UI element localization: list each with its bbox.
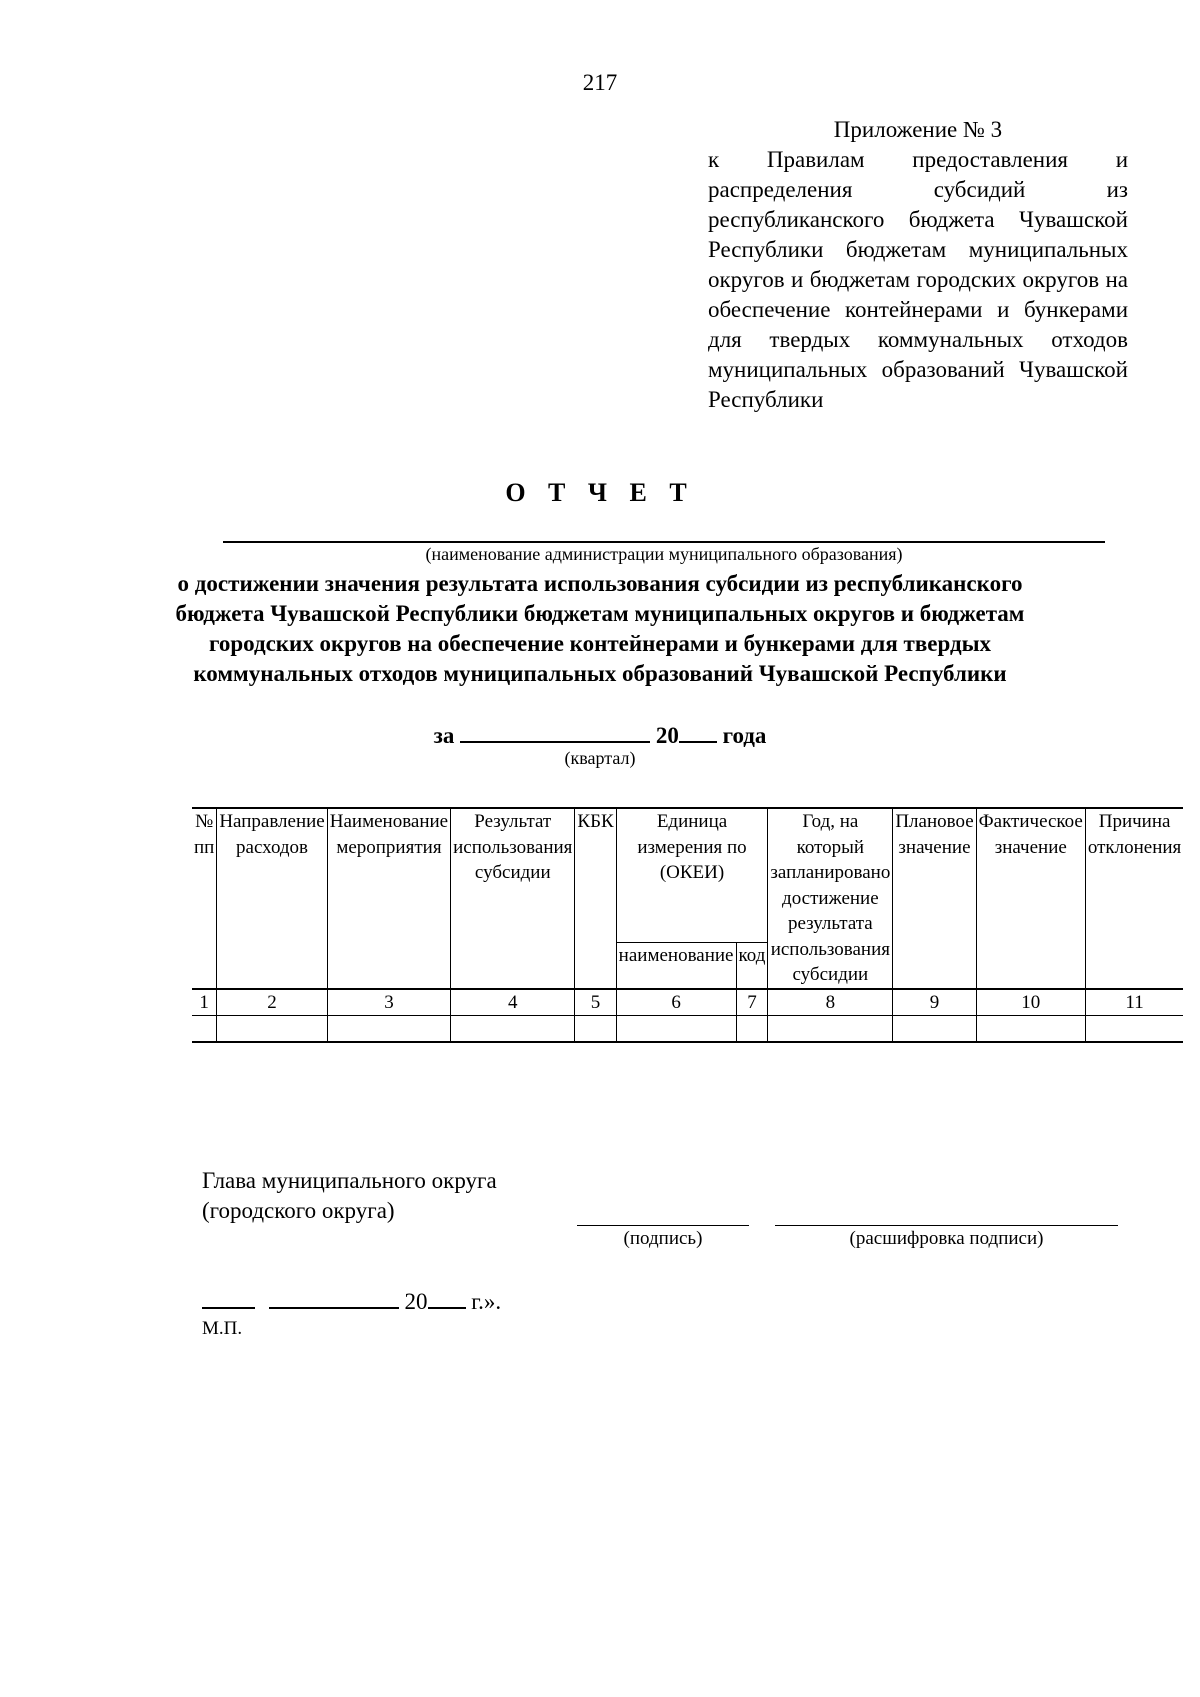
column-number: 5: [575, 989, 616, 1016]
period-year: 20: [655, 723, 679, 748]
appendix-block: [708, 115, 1128, 415]
header-year: Год, на который запланировано достижение результата использования субсидии: [768, 808, 893, 989]
header-event: Наименование мероприятия: [327, 808, 450, 989]
table-cell: [893, 1015, 976, 1042]
header-planned: Плановое значение: [893, 808, 976, 989]
column-number: 7: [736, 989, 768, 1016]
signatory-title: [202, 1166, 497, 1226]
column-number: 8: [768, 989, 893, 1016]
header-kbk: КБК: [575, 808, 616, 989]
column-number: 11: [1085, 989, 1183, 1016]
admin-name-line: [223, 541, 1105, 543]
column-number: 6: [616, 989, 736, 1016]
table-cell: [736, 1015, 768, 1042]
date-suffix: г.».: [471, 1289, 502, 1314]
appendix-text: к Правилам предоставления и распределения субсидий из республиканского бюджета Чувашской Республики бюджетам муниципальных округов и бюджетам городских округов на обеспечение контейнерами и бункерами для твердых коммунальных отходов муниципальных образований Чувашской Республики: [708, 147, 1128, 412]
signature-decode-caption: (расшифровка подписи): [849, 1228, 1044, 1249]
date-year: 20: [404, 1289, 428, 1314]
column-number: 3: [327, 989, 450, 1016]
table-cell: [976, 1015, 1085, 1042]
quarter-caption: (квартал): [564, 748, 636, 768]
admin-name-caption: (наименование администрации муниципального образования): [425, 544, 903, 564]
month-blank: [269, 1285, 399, 1309]
header-reason: Причина отклонения: [1085, 808, 1183, 989]
report-subject: о достижении значения результата использования субсидии из республиканского бюджета Чувашской Республики бюджетам муниципальных округов и бюджетам городских округов на обеспечение контейнерами и бункерами для твердых коммунальных отходов муниципальных образований Чувашской Республики: [175, 571, 1025, 686]
table-cell: [1085, 1015, 1183, 1042]
table-cell: [192, 1015, 217, 1042]
appendix-title: Приложение № 3: [833, 117, 1003, 142]
stamp-place: М.П.: [202, 1318, 243, 1339]
column-number: 1: [192, 989, 217, 1016]
table-cell: [768, 1015, 893, 1042]
header-unit-group: Единица измерения по (ОКЕИ): [616, 808, 768, 942]
column-number-row: [192, 989, 1183, 1016]
table-cell: [217, 1015, 327, 1042]
table-cell: [616, 1015, 736, 1042]
header-direction: Направление расходов: [217, 808, 327, 989]
report-table: [192, 807, 1183, 1043]
report-title: О Т Ч Е Т: [505, 478, 695, 507]
period-prefix: за: [433, 723, 455, 748]
table-cell: [575, 1015, 616, 1042]
table-cell: [327, 1015, 450, 1042]
signatory-title-line2: (городского округа): [202, 1198, 395, 1223]
header-unit-code: код: [736, 942, 768, 988]
page-number: 217: [582, 70, 618, 95]
signature-caption: (подпись): [623, 1228, 703, 1249]
year-blank: [679, 719, 717, 743]
header-unit-name: наименование: [616, 942, 736, 988]
signature-decode-line: [775, 1225, 1118, 1226]
signatory-title-line1: Глава муниципального округа: [202, 1168, 497, 1193]
date-year-blank: [428, 1285, 466, 1309]
report-period: [0, 719, 1200, 749]
header-result: Результат использования субсидии: [451, 808, 575, 989]
column-number: 10: [976, 989, 1085, 1016]
period-suffix: года: [722, 723, 767, 748]
column-number: 4: [451, 989, 575, 1016]
table-row: [192, 1015, 1183, 1042]
day-blank: [202, 1285, 255, 1309]
table-cell: [451, 1015, 575, 1042]
signature-date: [202, 1285, 501, 1315]
header-actual: Фактическое значение: [976, 808, 1085, 989]
column-number: 2: [217, 989, 327, 1016]
column-number: 9: [893, 989, 976, 1016]
signature-line: [577, 1225, 749, 1226]
header-num: № пп: [192, 808, 217, 989]
quarter-blank: [460, 719, 650, 743]
